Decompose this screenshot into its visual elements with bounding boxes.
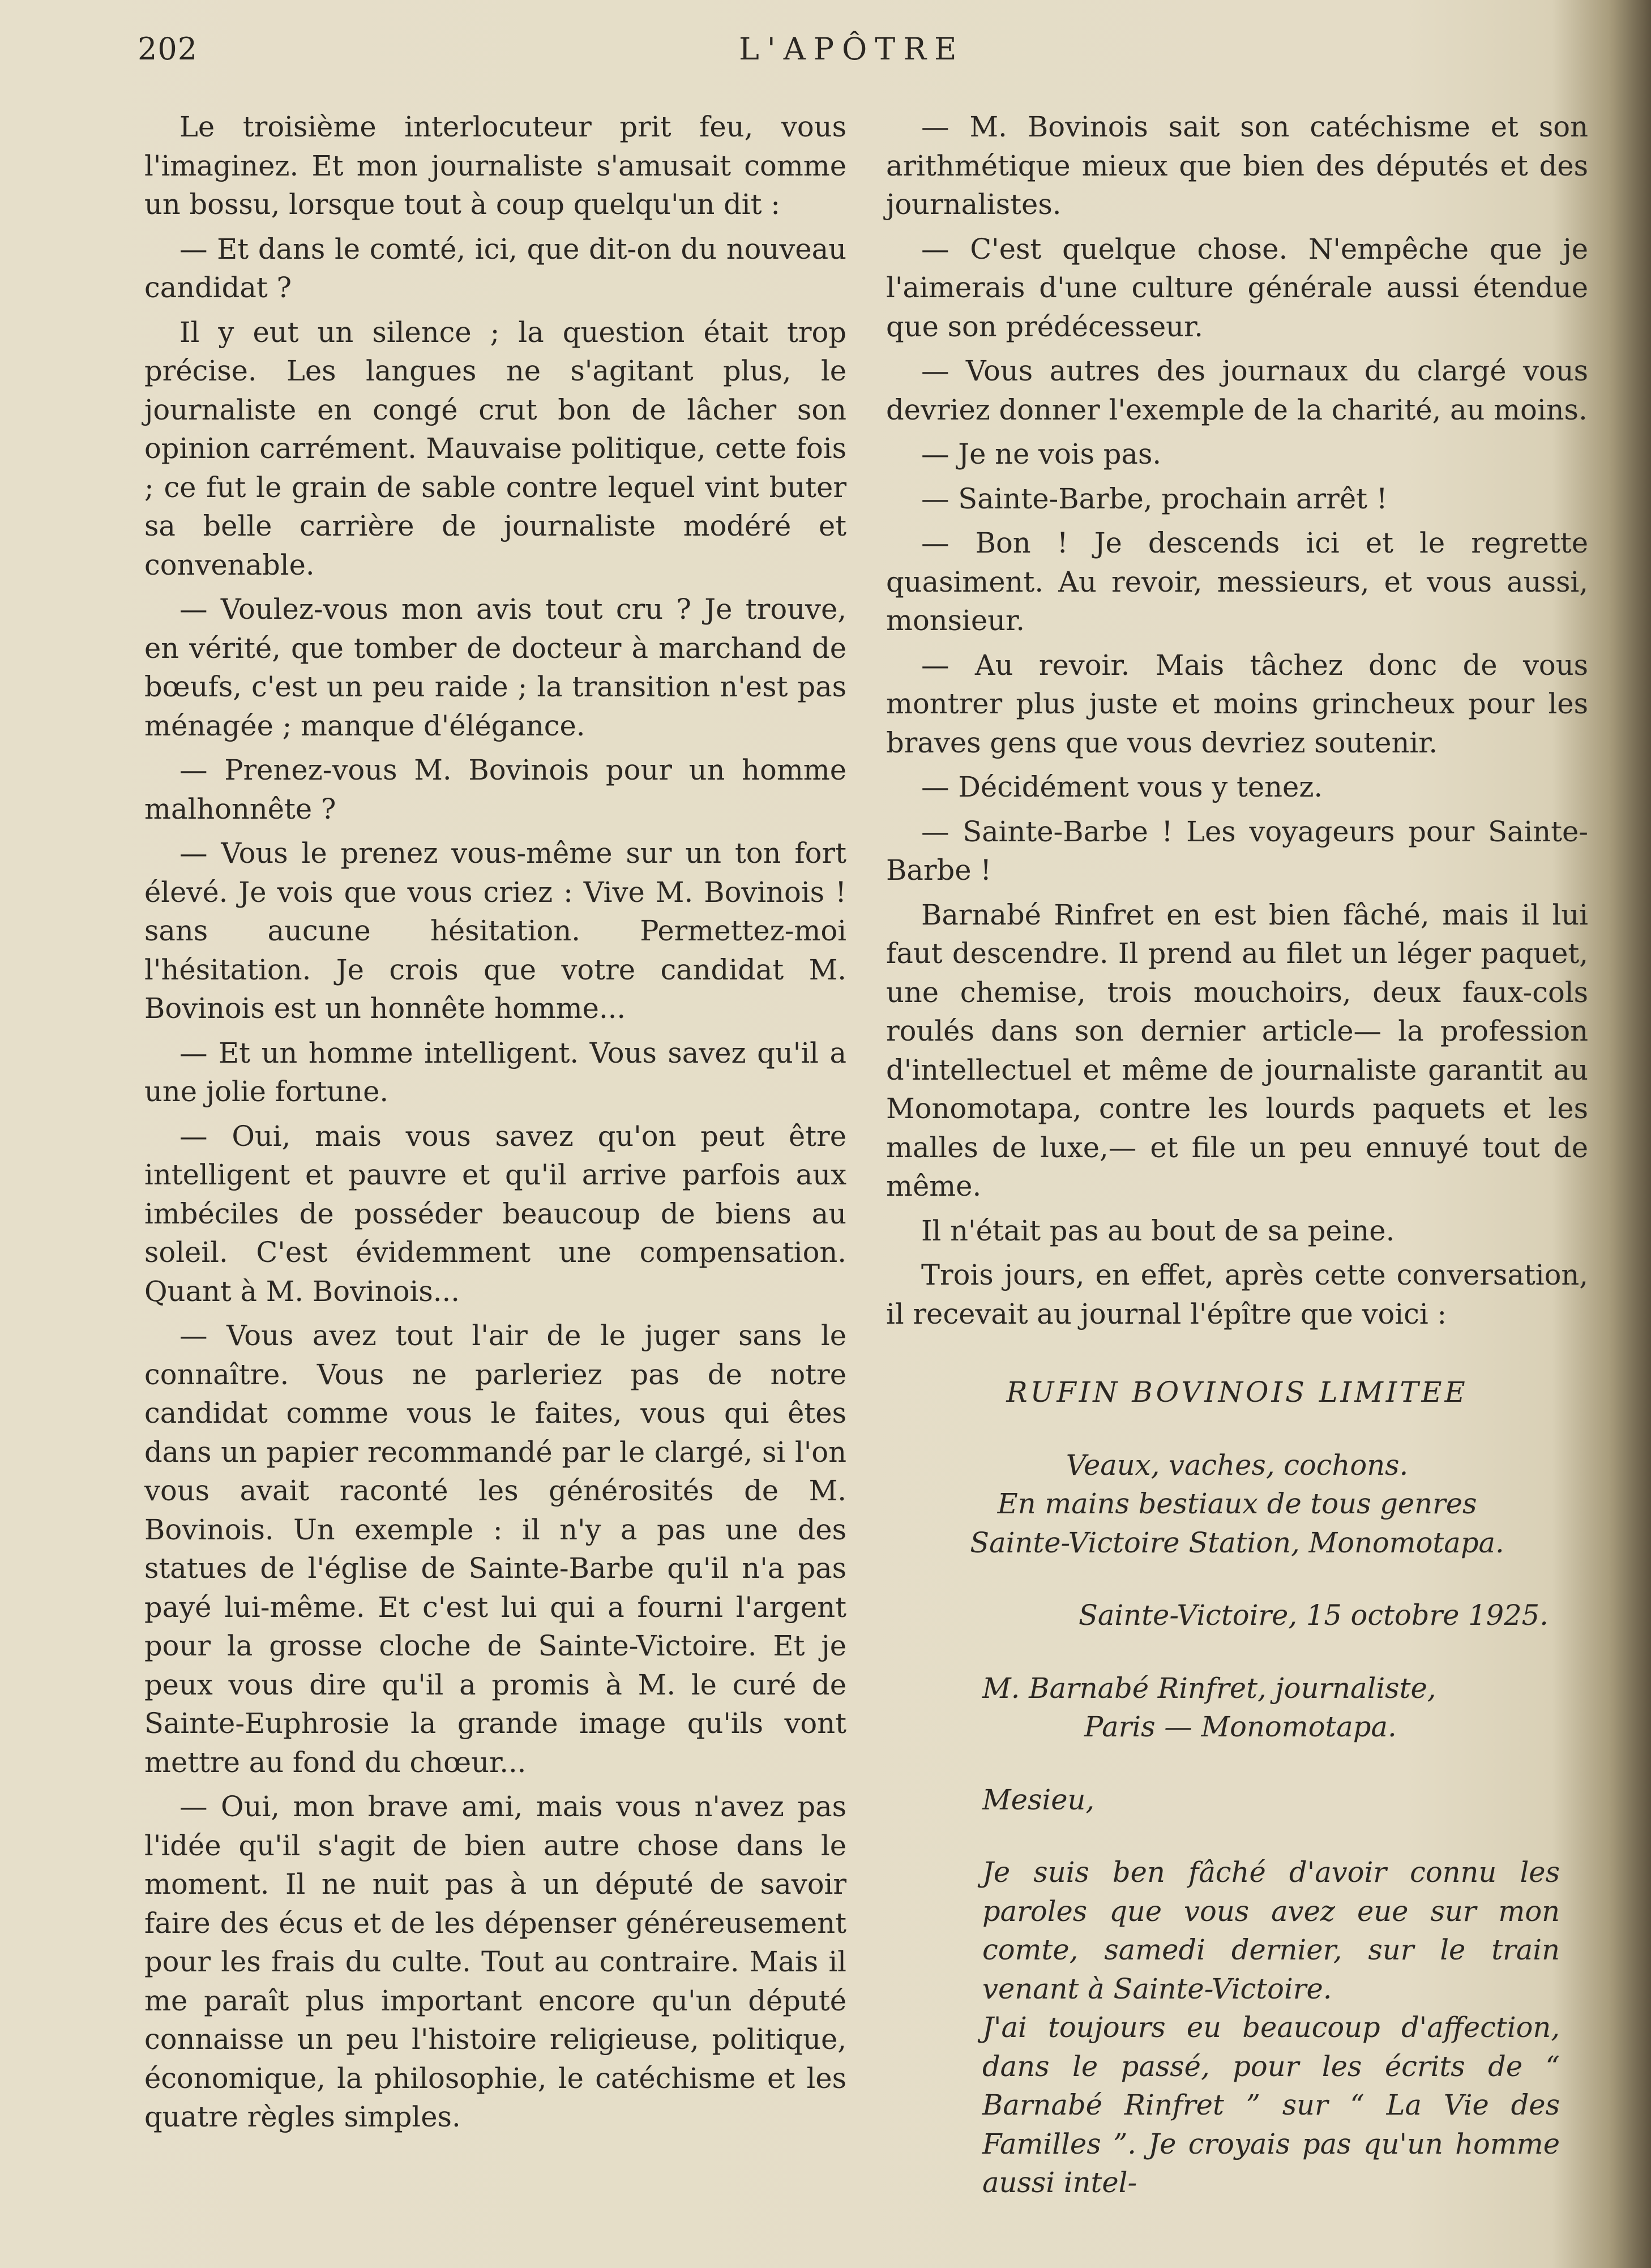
letter-line: Sainte-Victoire Station, Monomotapa. xyxy=(970,1526,1504,1559)
paragraph: — Et un homme intelligent. Vous savez qu'il a une jolie fortune. xyxy=(144,1036,846,1108)
right-column xyxy=(886,108,1588,2202)
paragraph: — Je ne vois pas. xyxy=(921,438,1162,470)
paragraph: — Et dans le comté, ici, que dit-on du nouveau candidat ? xyxy=(144,232,846,304)
paragraph: — Vous autres des journaux du clargé vous devriez donner l'exemple de la charité, au moins. xyxy=(886,354,1588,426)
left-column xyxy=(144,108,846,2142)
paragraph: Il y eut un silence ; la question était trop précise. Les langues ne s'agitant plus, le journaliste en congé crut bon de lâcher son opinion carrément. Mauvaise politique, cette fois ; ce fut le grain de sable contre lequel vint buter sa belle carrière de journaliste modéré et convenable. xyxy=(144,315,846,581)
paragraph: Trois jours, en effet, après cette conversation, il recevait au journal l'épître que voici : xyxy=(886,1259,1588,1330)
paragraph: — C'est quelque chose. N'empêche que je l'aimerais d'une culture générale aussi étendue que son prédécesseur. xyxy=(886,232,1588,343)
letter-body xyxy=(982,1853,1560,2202)
letter-paragraph: Je suis ben fâché d'avoir connu les paroles que vous avez eue sur mon comte, samedi dernier, sur le train venant à Sainte-Victoire. xyxy=(982,1856,1560,2005)
running-title: L'APÔTRE xyxy=(739,31,965,67)
paragraph: — Bon ! Je descends ici et le regrette quasiment. Au revoir, messieurs, et vous aussi, monsieur. xyxy=(886,527,1588,637)
paragraph: Le troisième interlocuteur prit feu, vous l'imaginez. Et mon journaliste s'amusait comme un bossu, lorsque tout à coup quelqu'un dit : xyxy=(144,110,846,221)
paragraph: — Voulez-vous mon avis tout cru ? Je trouve, en vérité, que tomber de docteur à marchand de bœufs, c'est un peu raide ; la transition n'est pas ménagée ; manque d'élégance. xyxy=(144,593,846,742)
paragraph: — Vous le prenez vous-même sur un ton fort élevé. Je vois que vous criez : Vive M. Bovinois ! sans aucune hésitation. Permettez-moi l'hésitation. Je crois que votre candidat M. Bovinois est un honnête homme... xyxy=(144,837,846,1025)
letter-paragraph: J'ai toujours eu beaucoup d'affection, dans le passé, pour les écrits de “ Barnabé Rinfret ” sur “ La Vie des Familles ”. Je croyais pas qu'un homme aussi intel- xyxy=(982,2011,1560,2199)
paragraph: — Oui, mon brave ami, mais vous n'avez pas l'idée qu'il s'agit de bien autre chose dans le moment. Il ne nuit pas à un député de savoir faire des écus et de les dépenser généreusement pour les frais du culte. Tout au contraire. Mais il me paraît plus important encore qu'un député connaisse un peu l'histoire religieuse, politique, économique, la philosophie, le catéchisme et les quatre règles simples. xyxy=(144,1790,846,2133)
paragraph: — Vous avez tout l'air de le juger sans le connaître. Vous ne parleriez pas de notre candidat comme vous le faites, vous qui êtes dans un papier recommandé par le clargé, si l'on vous avait raconté les générosités de M. Bovinois. Un exemple : il n'y a pas une des statues de l'église de Sainte-Barbe qu'il n'a pas payé lui-même. Et c'est lui qui a fourni l'argent pour la grosse cloche de Sainte-Victoire. Et je peux vous dire qu'il a promis à M. le curé de Sainte-Euphrosie la grande image qu'ils vont mettre au fond du chœur... xyxy=(144,1319,846,1779)
letter xyxy=(886,1373,1588,2202)
paragraph: — Sainte-Barbe, prochain arrêt ! xyxy=(921,482,1388,515)
letter-line: Veaux, vaches, cochons. xyxy=(1066,1448,1409,1482)
letter-salutation: Mesieu, xyxy=(982,1783,1095,1816)
letter-date: Sainte-Victoire, 15 octobre 1925. xyxy=(1079,1599,1549,1632)
letter-line: En mains bestiaux de tous genres xyxy=(997,1487,1477,1520)
letter-addressee: M. Barnabé Rinfret, journaliste, xyxy=(982,1671,1436,1705)
paragraph: Il n'était pas au bout de sa peine. xyxy=(921,1214,1395,1247)
page-header xyxy=(133,31,1538,76)
letter-company: RUFIN BOVINOIS LIMITEE xyxy=(1006,1376,1468,1409)
paragraph: — Prenez-vous M. Bovinois pour un homme malhonnête ? xyxy=(144,754,846,825)
paragraph: — Au revoir. Mais tâchez donc de vous montrer plus juste et moins grincheux pour les braves gens que vous devriez soutenir. xyxy=(886,648,1588,759)
paragraph: Barnabé Rinfret en est bien fâché, mais il lui faut descendre. Il prend au filet un léger paquet, une chemise, trois mouchoirs, deux faux-cols roulés dans son dernier article— la profession d'intellectuel et même de journaliste garantit au Monomotapa, contre les lourds paquets et les malles de luxe,— et file un peu ennuyé tout de même. xyxy=(886,898,1588,1203)
paragraph: — Sainte-Barbe ! Les voyageurs pour Sainte-Barbe ! xyxy=(886,815,1588,887)
paragraph: — Décidément vous y tenez. xyxy=(921,771,1323,803)
paragraph: — M. Bovinois sait son catéchisme et son arithmétique mieux que bien des députés et des journalistes. xyxy=(886,110,1588,221)
paragraph: — Oui, mais vous savez qu'on peut être intelligent et pauvre et qu'il arrive parfois aux imbéciles de posséder beaucoup de biens au soleil. C'est évidemment une compensation. Quant à M. Bovinois... xyxy=(144,1119,846,1308)
page-number: 202 xyxy=(138,31,198,67)
letter-addressee-city: Paris — Monomotapa. xyxy=(1084,1710,1397,1743)
